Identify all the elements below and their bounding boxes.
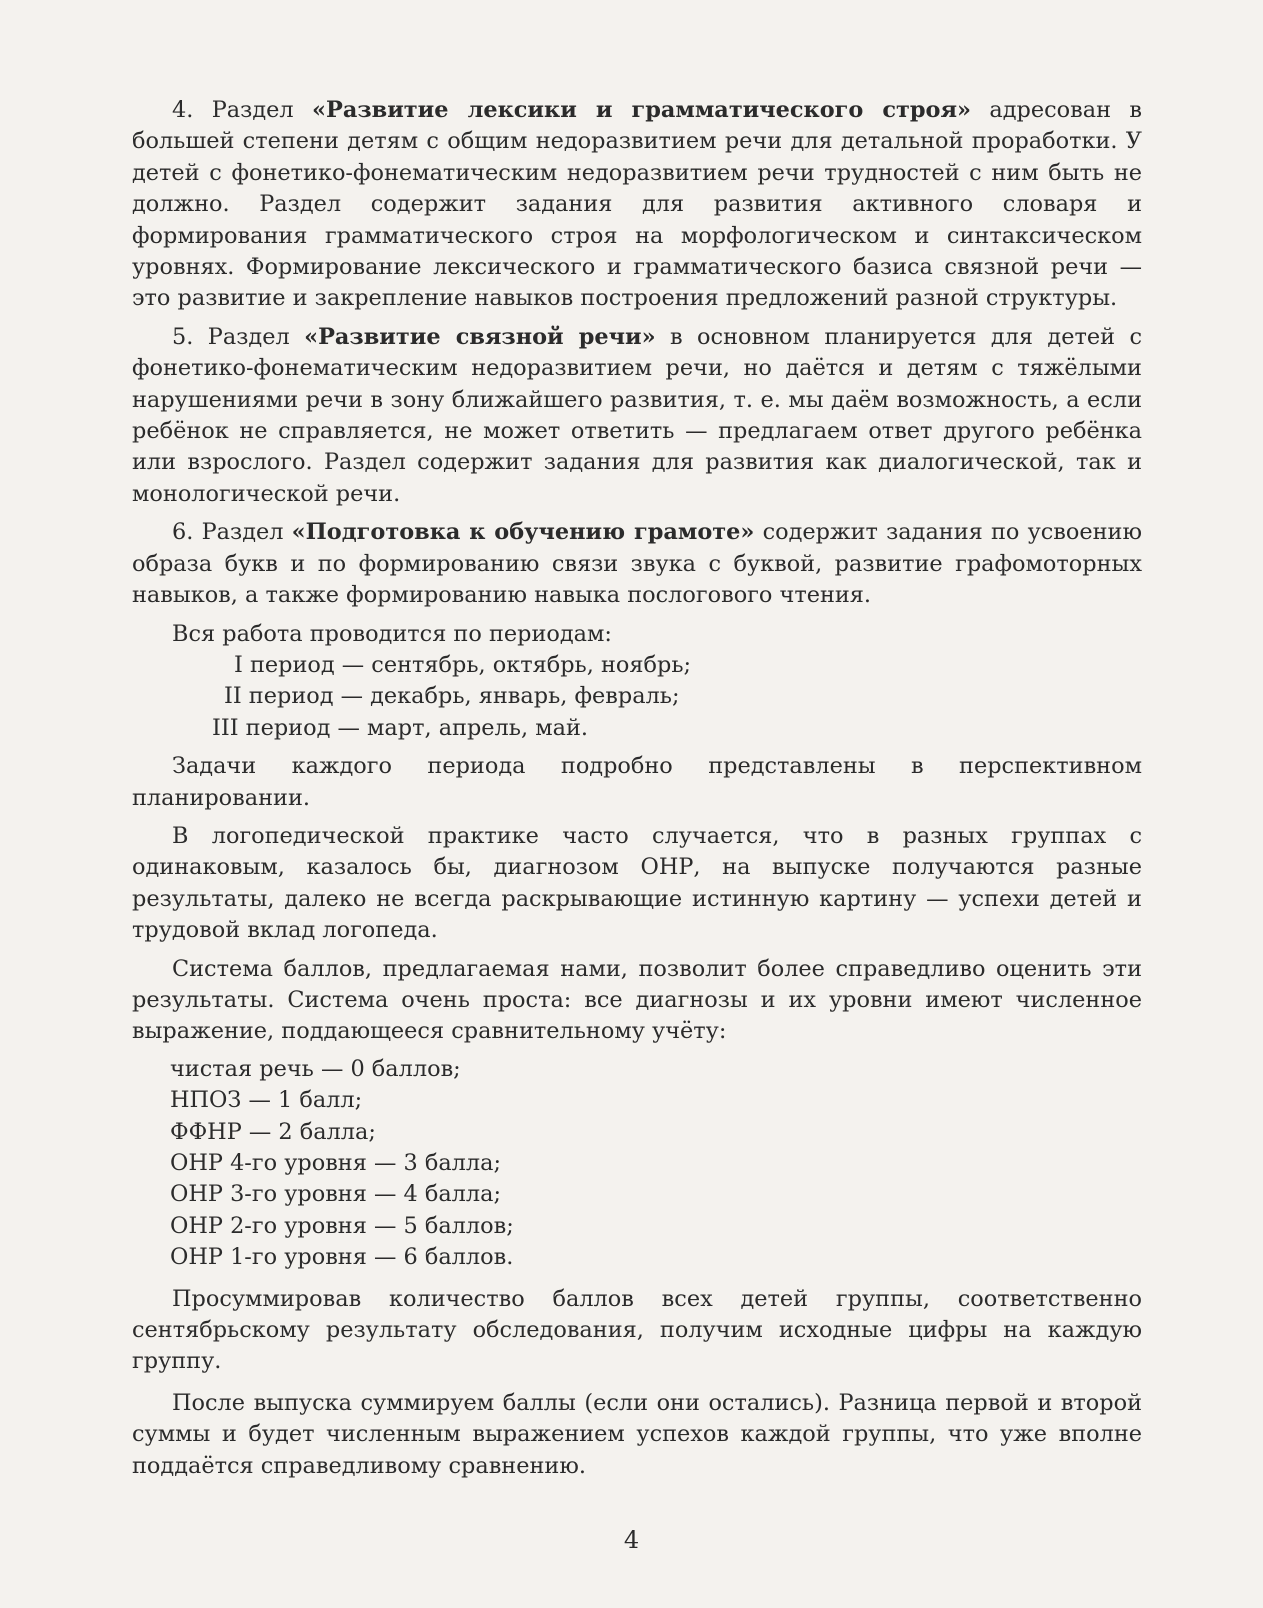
section-paragraph-5 <box>132 322 1142 510</box>
page-body <box>132 95 1142 1482</box>
score-item: ОНР 4-го уровня — 3 балла; <box>170 1150 502 1176</box>
score-item: ОНР 1-го уровня — 6 баллов. <box>170 1244 514 1271</box>
score-item: чистая речь — 0 баллов; <box>170 1055 461 1082</box>
score-item: ФФНР — 2 балла; <box>170 1118 376 1145</box>
section-paragraph-4 <box>132 95 1142 315</box>
section-lead: 5. Раздел <box>172 323 305 350</box>
section-title: «Развитие лексики и грамматического строя» <box>312 97 972 123</box>
tasks-paragraph: Задачи каждого периода подробно представлены в перспективном планировании. <box>132 753 1142 811</box>
period-item: III период — март, апрель, май. <box>212 714 589 741</box>
section-paragraph-6 <box>132 517 1142 611</box>
page-number: 4 <box>623 1526 640 1554</box>
section-title: «Подготовка к обучению грамоте» <box>291 519 755 546</box>
section-text: содержит задания по усвоению образа букв и по формированию связи звука с буквой, развитие графомоторных навыков, а также формированию навыка послогового чтения. <box>132 519 1142 609</box>
summing-paragraph: Просуммировав количество баллов всех детей группы, соответственно сентябрьскому результату обследования, получим исходные цифры на каждую группу. <box>132 1285 1142 1375</box>
period-item: I период — сентябрь, октябрь, ноябрь; <box>234 651 692 678</box>
section-text: адресован в большей степени детям с общим недоразвитием речи для детальной проработки. У детей с фонетико-фонематическим недоразвитием речи трудностей с ним быть не должно. Раздел содержит задания для развития активного словаря и формирования грамматического строя на морфологическом и синтаксическом уровнях. Формирование лексического и грамматического базиса связной речи — это развитие и закрепление навыков построения предложений разной структуры. <box>132 97 1142 312</box>
period-item: II период — декабрь, январь, февраль; <box>224 683 680 710</box>
score-item: ОНР 3-го уровня — 4 балла; <box>170 1181 502 1208</box>
score-item: НПОЗ — 1 балл; <box>170 1087 363 1114</box>
practice-paragraph: В логопедической практике часто случается, что в разных группах с одинаковым, казалось бы, диагнозом ОНР, на выпуске получаются разные результаты, далеко не всегда раскрывающие истинную картину — успехи детей и трудовой вклад логопеда. <box>132 822 1142 944</box>
score-item: ОНР 2-го уровня — 5 баллов; <box>170 1212 514 1239</box>
section-lead: 4. Раздел <box>172 97 313 123</box>
score-list <box>132 1054 1142 1274</box>
section-lead: 6. Раздел <box>172 519 292 546</box>
score-system-paragraph: Система баллов, предлагаемая нами, позволит более справедливо оценить эти результаты. Система очень проста: все диагнозы и их уровни имеют численное выражение, поддающееся сравнительному учёту: <box>132 955 1142 1045</box>
section-title: «Развитие связной речи» <box>304 323 656 350</box>
periods-intro: Вся работа проводится по периодам: <box>172 620 612 647</box>
after-paragraph: После выпуска суммируем баллы (если они остались). Разница первой и второй суммы и будет численным выражением успехов каждой группы, что уже вполне поддаётся справедливому сравнению. <box>132 1389 1142 1479</box>
section-text: в основном планируется для детей с фонетико-фонематическим недоразвитием речи, но даётся и детям с тяжёлыми нарушениями речи в зону ближайшего развития, т. е. мы даём возможность, а если ребёнок не справляется, не может ответить — предлагаем ответ другого ребёнка или взрослого. Раздел содержит задания для развития как диалогической, так и монологической речи. <box>132 323 1142 507</box>
